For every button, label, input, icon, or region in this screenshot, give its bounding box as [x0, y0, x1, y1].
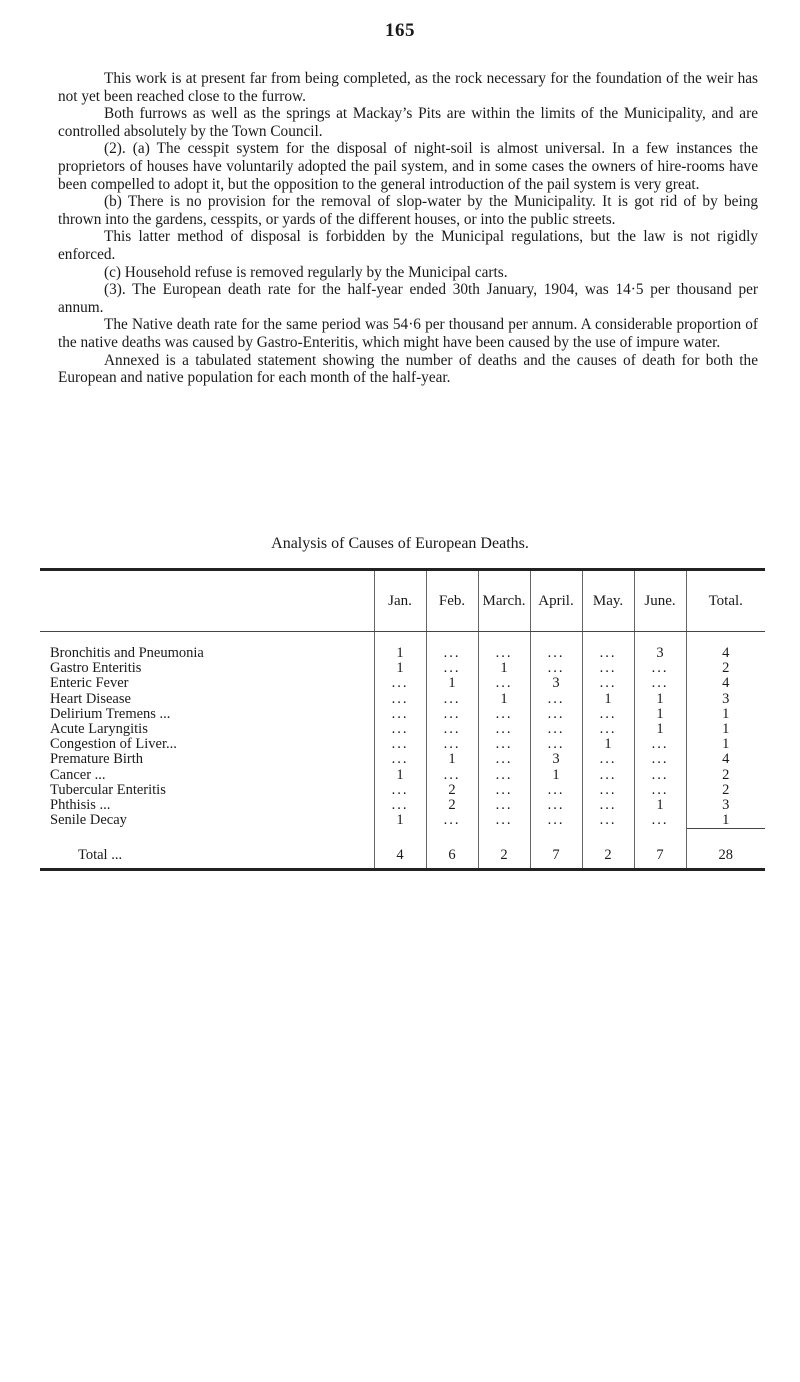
value-cell: ...	[426, 632, 478, 662]
value-cell: 1	[686, 707, 765, 722]
table-row	[40, 661, 765, 676]
header-march: March.	[478, 570, 530, 632]
table-row	[40, 722, 765, 737]
table-total-row	[40, 829, 765, 870]
paragraph-cesspit: (2). (a) The cesspit system for the disposal of night-soil is almost universal. In a few instances the proprietors of houses have voluntarily adopted the pail system, and in some cases the owners of hire-rooms have been compelled to adopt it, but the opposition to the general introduction of the pail system is very great.	[58, 140, 758, 193]
value-cell: ...	[426, 813, 478, 829]
value-cell: 1	[478, 661, 530, 676]
value-cell: 2	[686, 661, 765, 676]
cause-cell: Bronchitis and Pneumonia	[50, 645, 204, 661]
total-may: 2	[582, 829, 634, 870]
value-cell: 4	[686, 676, 765, 691]
cause-cell: Gastro Enteritis	[50, 660, 142, 677]
value-cell: 1	[530, 768, 582, 783]
value-cell: 4	[686, 632, 765, 662]
header-april: April.	[530, 570, 582, 632]
value-cell: 1	[426, 676, 478, 691]
table-row	[40, 783, 765, 798]
value-cell: 1	[374, 768, 426, 783]
value-cell: ...	[374, 722, 426, 737]
value-cell: 1	[374, 632, 426, 662]
total-jan: 4	[374, 829, 426, 870]
value-cell: ...	[530, 707, 582, 722]
value-cell: ...	[478, 783, 530, 798]
paragraph-furrows: Both furrows as well as the springs at Mackay’s Pits are within the limits of the Municipality, and are controlled absolutely by the Town Council.	[58, 105, 758, 140]
value-cell: ...	[374, 676, 426, 691]
value-cell: ...	[530, 813, 582, 829]
value-cell: ...	[478, 707, 530, 722]
value-cell: ...	[478, 722, 530, 737]
value-cell: ...	[374, 783, 426, 798]
value-cell: 2	[426, 783, 478, 798]
value-cell: ...	[634, 661, 686, 676]
cause-cell: Heart Disease	[50, 690, 131, 707]
value-cell: 3	[634, 632, 686, 662]
value-cell: ...	[582, 752, 634, 767]
paragraph-european-death-rate: (3). The European death rate for the half-year ended 30th January, 1904, was 14·5 per thousand per annum.	[58, 281, 758, 316]
value-cell: ...	[582, 707, 634, 722]
cause-cell: Phthisis ...	[50, 797, 111, 814]
value-cell: 3	[530, 676, 582, 691]
value-cell: ...	[478, 752, 530, 767]
total-label: Total ...	[40, 829, 374, 870]
value-cell: ...	[426, 692, 478, 707]
header-feb: Feb.	[426, 570, 478, 632]
value-cell: ...	[634, 737, 686, 752]
table-row	[40, 752, 765, 767]
table-row	[40, 813, 765, 829]
value-cell: ...	[478, 813, 530, 829]
value-cell: ...	[374, 737, 426, 752]
value-cell: ...	[478, 632, 530, 662]
value-cell: ...	[374, 692, 426, 707]
value-cell: 3	[686, 798, 765, 813]
value-cell: ...	[426, 768, 478, 783]
value-cell: 2	[686, 783, 765, 798]
table-row	[40, 798, 765, 813]
value-cell: ...	[582, 813, 634, 829]
value-cell: 1	[374, 661, 426, 676]
header-jan: Jan.	[374, 570, 426, 632]
table-row	[40, 768, 765, 783]
value-cell: ...	[634, 813, 686, 829]
value-cell: ...	[582, 632, 634, 662]
total-april: 7	[530, 829, 582, 870]
value-cell: 1	[374, 813, 426, 829]
total-feb: 6	[426, 829, 478, 870]
value-cell: ...	[582, 768, 634, 783]
paragraph-disposal-method: This latter method of disposal is forbidden by the Municipal regulations, but the law is not rigidly enforced.	[58, 228, 758, 263]
value-cell: ...	[426, 722, 478, 737]
table-row	[40, 707, 765, 722]
value-cell: ...	[478, 798, 530, 813]
value-cell: 1	[634, 722, 686, 737]
value-cell: ...	[374, 798, 426, 813]
total-march: 2	[478, 829, 530, 870]
table-row	[40, 737, 765, 752]
cause-cell: Cancer ...	[50, 766, 106, 783]
value-cell: 2	[686, 768, 765, 783]
page-number: 165	[385, 20, 415, 41]
value-cell: 1	[686, 737, 765, 752]
cause-cell: Senile Decay	[50, 812, 127, 829]
value-cell: ...	[582, 676, 634, 691]
cause-cell: Enteric Fever	[50, 675, 129, 692]
deaths-table	[40, 568, 765, 871]
cause-cell: Tubercular Enteritis	[50, 781, 166, 798]
header-may: May.	[582, 570, 634, 632]
paragraph-annexed-statement: Annexed is a tabulated statement showing the number of deaths and the causes of death for both the European and native population for each month of the half-year.	[58, 351, 758, 387]
cause-cell: Acute Laryngitis	[50, 721, 148, 738]
value-cell: 2	[426, 798, 478, 813]
value-cell: ...	[426, 707, 478, 722]
value-cell: ...	[582, 783, 634, 798]
body-text	[58, 70, 758, 387]
table-header-row	[40, 570, 765, 632]
value-cell: 1	[478, 692, 530, 707]
value-cell: 1	[582, 692, 634, 707]
value-cell: ...	[426, 661, 478, 676]
value-cell: ...	[530, 661, 582, 676]
table-body	[40, 632, 765, 829]
value-cell: ...	[530, 783, 582, 798]
value-cell: ...	[530, 632, 582, 662]
value-cell: ...	[634, 676, 686, 691]
table-title: Analysis of Causes of European Deaths.	[271, 535, 529, 552]
value-cell: ...	[634, 752, 686, 767]
table-row	[40, 676, 765, 691]
value-cell: 1	[686, 722, 765, 737]
value-cell: ...	[582, 661, 634, 676]
value-cell: 3	[530, 752, 582, 767]
value-cell: ...	[634, 783, 686, 798]
value-cell: 1	[582, 737, 634, 752]
header-cause	[40, 570, 374, 632]
paragraph-slop-water: (b) There is no provision for the removal of slop-water by the Municipality. It is got rid of by being thrown into the gardens, cesspits, or yards of the different houses, or into the public streets.	[58, 193, 758, 228]
value-cell: 3	[686, 692, 765, 707]
header-total: Total.	[686, 570, 765, 632]
header-june: June.	[634, 570, 686, 632]
value-cell: ...	[530, 692, 582, 707]
value-cell: ...	[530, 737, 582, 752]
value-cell: ...	[374, 752, 426, 767]
value-cell: 1	[634, 707, 686, 722]
value-cell: ...	[478, 676, 530, 691]
total-grand: 28	[686, 829, 765, 870]
value-cell: ...	[478, 768, 530, 783]
value-cell: 4	[686, 752, 765, 767]
cause-cell: Congestion of Liver...	[50, 736, 177, 753]
table-row	[40, 632, 765, 662]
paragraph-weir: This work is at present far from being completed, as the rock necessary for the foundation of the weir has not yet been reached close to the furrow.	[58, 70, 758, 105]
value-cell: 1	[686, 813, 765, 829]
value-cell: ...	[530, 722, 582, 737]
cause-cell: Premature Birth	[50, 751, 144, 768]
total-june: 7	[634, 829, 686, 870]
value-cell: ...	[426, 737, 478, 752]
value-cell: ...	[582, 722, 634, 737]
value-cell: ...	[374, 707, 426, 722]
value-cell: ...	[582, 798, 634, 813]
paragraph-native-death-rate: The Native death rate for the same period was 54·6 per thousand per annum. A considerable proportion of the native deaths was caused by Gastro-Enteritis, which might have been caused by the use of impure water.	[58, 316, 758, 351]
cause-cell: Delirium Tremens ...	[50, 705, 171, 722]
value-cell: ...	[530, 798, 582, 813]
value-cell: 1	[634, 692, 686, 707]
value-cell: ...	[478, 737, 530, 752]
table-row	[40, 692, 765, 707]
value-cell: ...	[634, 768, 686, 783]
paragraph-household-refuse: (c) Household refuse is removed regularly by the Municipal carts.	[104, 263, 508, 281]
value-cell: 1	[634, 798, 686, 813]
value-cell: 1	[426, 752, 478, 767]
